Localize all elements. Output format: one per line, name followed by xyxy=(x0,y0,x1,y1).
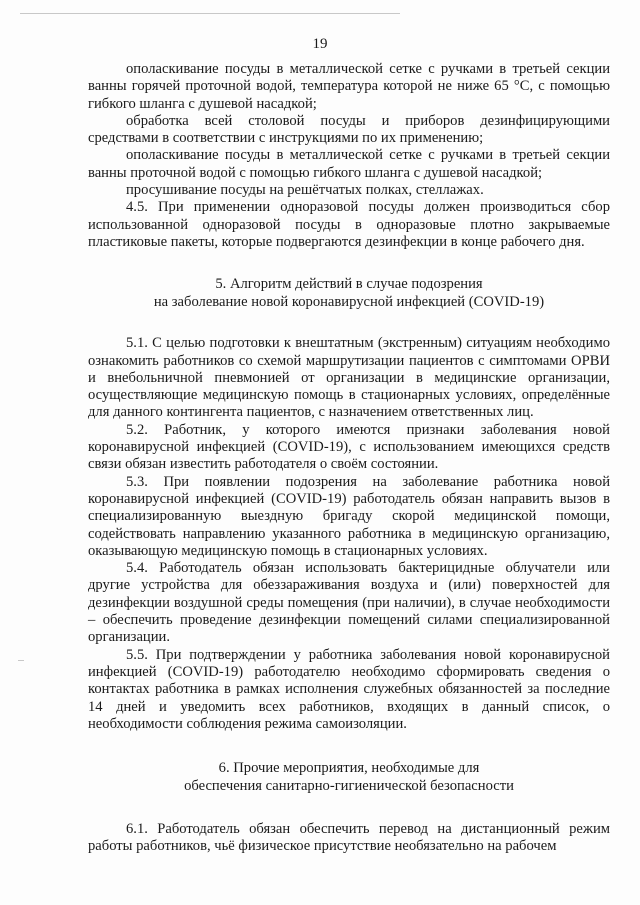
paragraph-5-1: 5.1. С целью подготовки к внештатным (экстренным) ситуациям необходимо ознакомить работников со схемой маршрутизации пациентов с симптомами ОРВИ и внебольничной пневмонией от организации в медицинские организации, осуществляющие медицинскую помощь в стационарных условиях, определённые для данного контингента пациентов, с назначением ответственных лиц. xyxy=(88,335,610,421)
paragraph-6-1: 6.1. Работодатель обязан обеспечить перевод на дистанционный режим работы работников, чьё физическое присутствие необязательно на рабочем xyxy=(88,821,610,855)
paragraph-drying-tableware: просушивание посуды на решётчатых полках, стеллажах. xyxy=(126,182,484,199)
section-5-title-line-1: 5. Алгоритм действий в случае подозрения xyxy=(215,276,483,293)
section-6-title-line-2: обеспечения санитарно-гигиенической безопасности xyxy=(184,778,514,795)
paragraph-4-5: 4.5. При применении одноразовой посуды должен производиться сбор использованной одноразовой посуды в одноразовые плотно закрываемые пластиковые пакеты, которые подвергаются дезинфекции в конце рабочего дня. xyxy=(88,199,610,250)
scan-artifact-top xyxy=(20,13,400,14)
paragraph-5-5: 5.5. При подтверждении у работника заболевания новой коронавирусной инфекцией (COVID-19) работодателю необходимо сформировать сведения о контактах работника в рамках исполнения служебных обязанностей за последние 14 дней и уведомить всех работников, входящих в данный список, о необходимости соблюдения режима самоизоляции. xyxy=(88,646,610,732)
paragraph-disinfection-of-tableware: обработка всей столовой посуды и приборов дезинфицирующими средствами в соответствии с инструкциями по их применению; xyxy=(88,112,610,147)
paragraph-5-2: 5.2. Работник, у которого имеются признаки заболевания новой коронавирусной инфекцией (COVID-19), с использованием имеющихся средств связи обязан известить работодателя о своём состоянии. xyxy=(88,421,610,473)
section-5-heading xyxy=(88,275,610,311)
paragraph-5-3: 5.3. При появлении подозрения на заболевание работника новой коронавирусной инфекцией (COVID-19) работодатель обязан направить вызов в специализированную выездную бригаду скорой медицинской помощи, содействовать направлению указанного работника в медицинскую организацию, оказывающую медицинскую помощь в стационарных условиях. xyxy=(88,473,610,559)
section-5-title-line-2: на заболевание новой коронавирусной инфекцией (COVID-19) xyxy=(153,294,545,311)
paragraph-rinse-hot-water: ополаскивание посуды в металлической сетке с ручками в третьей секции ванны горячей проточной водой, температура которой не ниже 65 °С, с помощью гибкого шланга с душевой насадкой; xyxy=(88,61,610,112)
paragraph-5-4: 5.4. Работодатель обязан использовать бактерицидные облучатели или другие устройства для обеззараживания воздуха и (или) поверхностей для дезинфекции воздушной среды помещения (при наличии), в случае необходимости – обеспечить проведение дезинфекции помещений силами специализированной организации. xyxy=(88,560,610,646)
section-6-title-line-1: 6. Прочие мероприятия, необходимые для xyxy=(218,760,480,777)
scan-artifact-left xyxy=(18,660,24,661)
document-body xyxy=(88,61,610,856)
page-number: 19 xyxy=(312,36,328,52)
section-6-heading xyxy=(88,759,610,795)
paragraph-rinse-running-water: ополаскивание посуды в металлической сетке с ручками в третьей секции ванны проточной водой с помощью гибкого шланга с душевой насадкой; xyxy=(88,147,610,181)
